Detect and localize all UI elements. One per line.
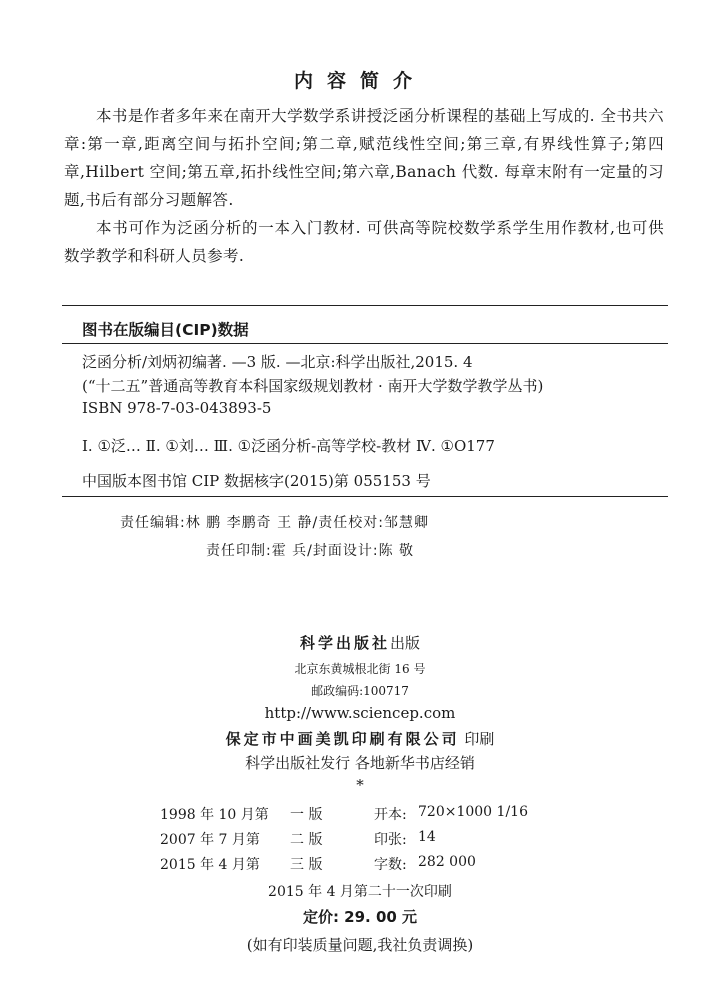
printer-line — [0, 728, 720, 749]
edition-row-3 — [0, 854, 720, 874]
edition-date: 1998 年 10 月第 — [160, 807, 269, 823]
edition-date: 2007 年 7 月第 — [160, 832, 260, 848]
page-title: 内容简介 — [293, 70, 426, 92]
edition-number: 一 版 — [290, 807, 323, 823]
edition-row-1 — [0, 804, 720, 824]
printing-line: 2015 年 4 月第二十一次印刷 — [268, 884, 452, 900]
printer-suffix: 印刷 — [464, 730, 495, 748]
publisher-line — [0, 632, 720, 653]
credits-printing-design: 责任印制:霍 兵/封面设计:陈 敬 — [206, 543, 415, 559]
spec-value: 720×1000 1/16 — [418, 804, 528, 820]
cip-top-rule — [62, 305, 668, 306]
edition-number: 三 版 — [290, 857, 323, 873]
cip-heading-rule — [62, 343, 668, 344]
spec-value: 282 000 — [418, 854, 476, 870]
intro-paragraph-2 — [64, 214, 664, 270]
edition-row-2 — [0, 829, 720, 849]
quality-notice: (如有印装质量问题,我社负责调换) — [246, 936, 474, 954]
edition-number: 二 版 — [290, 832, 323, 848]
cip-line-classification: Ⅰ. ①泛… Ⅱ. ①刘… Ⅲ. ①泛函分析-高等学校-教材 Ⅳ. ①O177 — [82, 437, 495, 455]
publisher-name: 科学出版社 — [299, 634, 390, 652]
cip-bottom-rule — [62, 496, 668, 497]
cip-line-isbn: ISBN 978-7-03-043893-5 — [82, 399, 272, 417]
spec-label: 字数: — [374, 857, 407, 873]
publisher-url: http://www.sciencep.com — [264, 704, 456, 722]
spec-label: 开本: — [374, 807, 407, 823]
printer-name: 保定市中画美凯印刷有限公司 — [225, 730, 460, 748]
distribution-line: 科学出版社发行 各地新华书店经销 — [245, 754, 475, 772]
credits-editors: 责任编辑:林 鹏 李鹏奇 王 静/责任校对:邹慧卿 — [120, 515, 429, 531]
cip-line-series: (“十二五”普通高等教育本科国家级规划教材 · 南开大学数学教学丛书) — [82, 377, 544, 395]
separator-asterisk: * — [356, 776, 364, 794]
intro-paragraph-1 — [64, 102, 664, 214]
edition-date: 2015 年 4 月第 — [160, 857, 260, 873]
publisher-address: 北京东黄城根北街 16 号 — [294, 662, 426, 676]
spec-label: 印张: — [374, 832, 407, 848]
cip-line-number: 中国版本图书馆 CIP 数据核字(2015)第 055153 号 — [82, 472, 431, 490]
cip-heading: 图书在版编目(CIP)数据 — [82, 321, 249, 339]
publisher-postcode: 邮政编码:100717 — [311, 684, 409, 698]
intro-paragraph-1-text: 本书是作者多年来在南开大学数学系讲授泛函分析课程的基础上写成的. 全书共六章:第一章,距离空间与拓扑空间;第二章,赋范线性空间;第三章,有界线性算子;第四章,Hilbert 空间;第五章,拓扑线性空间;第六章,Banach 代数. 每章末附有一定量的习题,书后有部分习题解答. — [64, 107, 664, 209]
spec-value: 14 — [418, 829, 436, 845]
publisher-suffix: 出版 — [390, 634, 421, 652]
cip-line-title: 泛函分析/刘炳初编著. —3 版. —北京:科学出版社,2015. 4 — [82, 353, 473, 371]
price: 定价: 29. 00 元 — [302, 908, 418, 926]
intro-paragraph-2-text: 本书可作为泛函分析的一本入门教材. 可供高等院校数学系学生用作教材,也可供数学教学和科研人员参考. — [64, 219, 664, 265]
